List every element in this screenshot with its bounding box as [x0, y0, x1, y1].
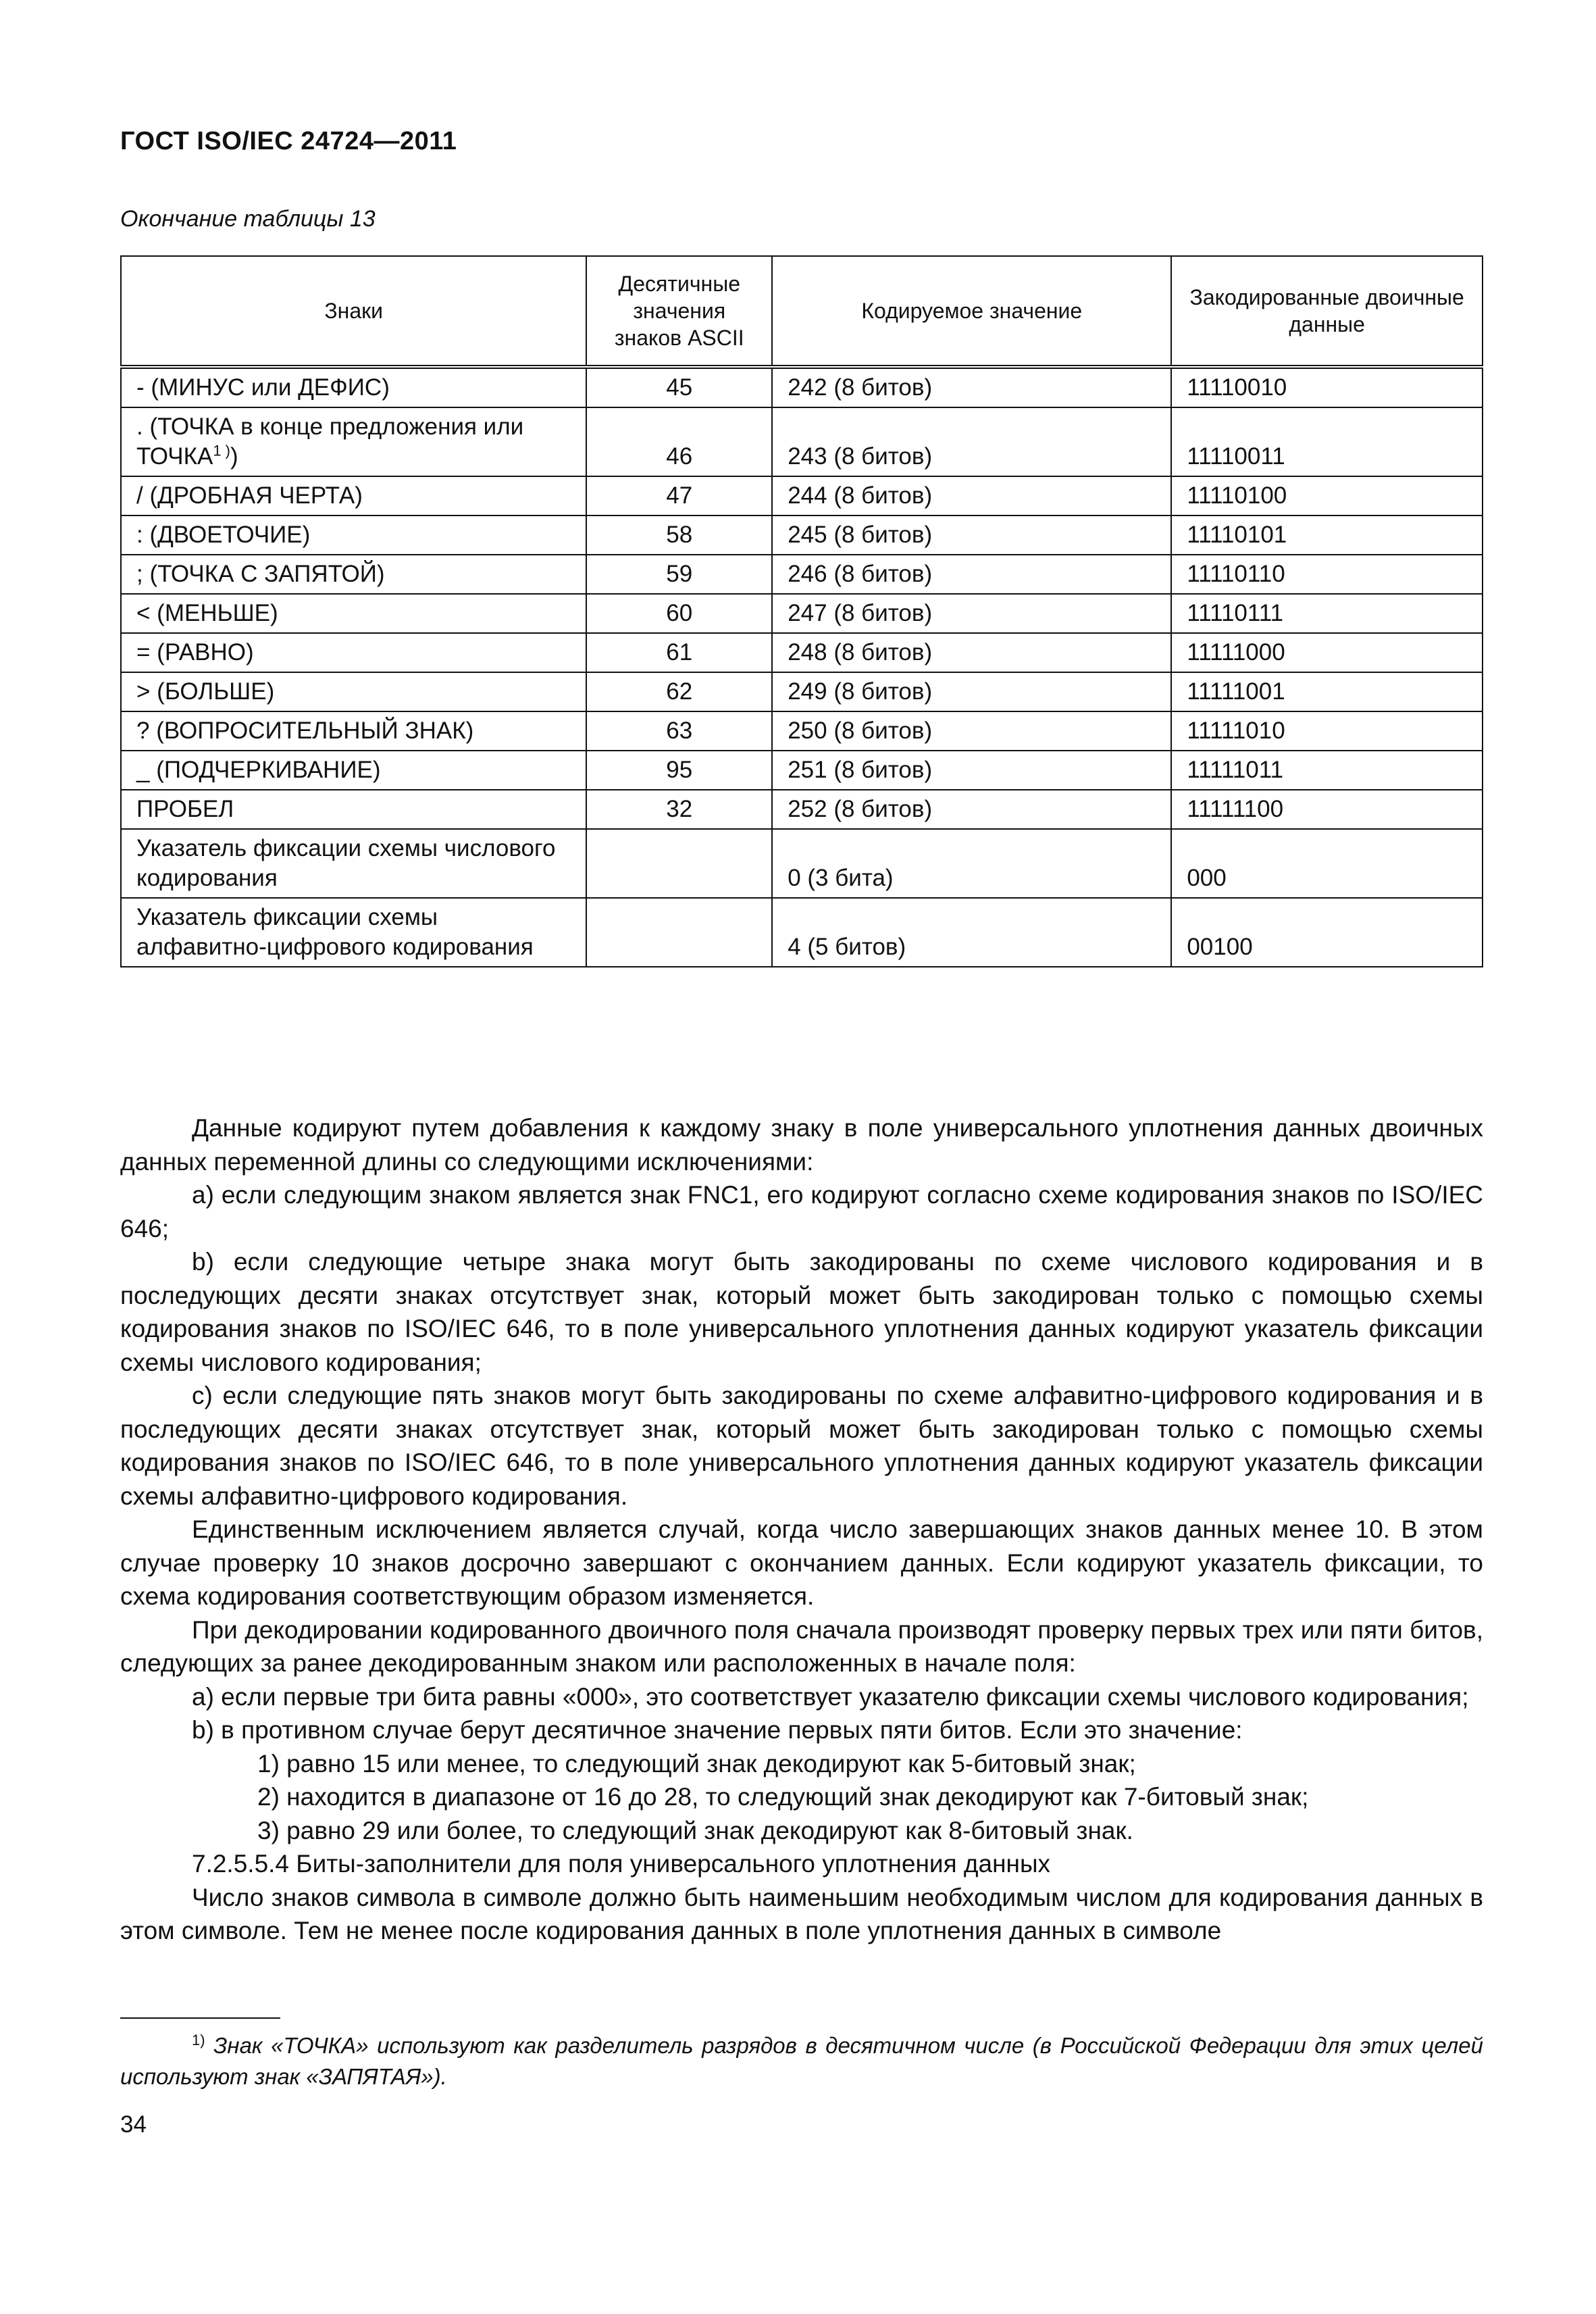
cell-sign: Указатель фиксации схемы алфавитно-цифрового кодирования	[121, 898, 586, 967]
table-header-row	[121, 256, 1483, 367]
cell-value: 4 (5 битов)	[772, 898, 1171, 967]
cell-value: 244 (8 битов)	[772, 476, 1171, 515]
column-header-encoded-value: Кодируемое значение	[772, 256, 1171, 367]
cell-sign: > (БОЛЬШЕ)	[121, 672, 586, 711]
cell-ascii: 32	[586, 790, 772, 829]
footnote-reference: 1 )	[213, 442, 231, 459]
paragraph: a) если первые три бита равны «000», это соответствует указателю фиксации схемы числового кодирования;	[192, 1682, 1469, 1711]
table-row	[121, 367, 1483, 407]
cell-binary: 11111100	[1171, 790, 1483, 829]
table-row	[121, 898, 1483, 967]
cell-sign: / (ДРОБНАЯ ЧЕРТА)	[121, 476, 586, 515]
paragraph: При декодировании кодированного двоичного поля сначала производят проверку первых трех или пяти битов, следующих за ранее декодированным знаком или расположенных в начале поля:	[120, 1615, 1483, 1677]
table-row	[121, 711, 1483, 751]
table-row	[121, 515, 1483, 555]
cell-value: 0 (3 бита)	[772, 829, 1171, 898]
cell-binary: 11110101	[1171, 515, 1483, 555]
cell-binary: 11111001	[1171, 672, 1483, 711]
paragraph: a) если следующим знаком является знак FNC1, его кодируют согласно схеме кодирования знаков по ISO/IEC 646;	[120, 1181, 1483, 1242]
footnote-text: Знак «ТОЧКА» используют как разделитель разрядов в десятичном числе (в Российской Федерации для этих целей используют знак «ЗАПЯТАЯ»).	[120, 2033, 1483, 2089]
table-row	[121, 476, 1483, 515]
cell-sign: = (РАВНО)	[121, 633, 586, 672]
table-row	[121, 672, 1483, 711]
cell-ascii: 61	[586, 633, 772, 672]
cell-sign: - (МИНУС или ДЕФИС)	[121, 367, 586, 407]
paragraph: 2) находится в диапазоне от 16 до 28, то следующий знак декодируют как 7-битовый знак;	[257, 1783, 1309, 1811]
cell-binary: 11110110	[1171, 555, 1483, 594]
cell-sign: : (ДВОЕТОЧИЕ)	[121, 515, 586, 555]
cell-ascii: 59	[586, 555, 772, 594]
cell-binary: 11110100	[1171, 476, 1483, 515]
cell-value: 242 (8 битов)	[772, 367, 1171, 407]
table-row	[121, 829, 1483, 898]
cell-binary: 11110011	[1171, 407, 1483, 476]
column-header-binary: Закодированные двоичные данные	[1171, 256, 1483, 367]
cell-binary: 000	[1171, 829, 1483, 898]
cell-binary: 11110111	[1171, 594, 1483, 633]
footnote-mark: 1)	[192, 2032, 205, 2048]
cell-value: 245 (8 битов)	[772, 515, 1171, 555]
paragraph: Единственным исключением является случай, когда число завершающих знаков данных менее 10. В этом случае проверку 10 знаков досрочно завершают с окончанием данных. Если кодируют указатель фиксации, то схема кодирования соответствующим образом изменяется.	[120, 1515, 1483, 1610]
cell-ascii: 63	[586, 711, 772, 751]
cell-value: 247 (8 битов)	[772, 594, 1171, 633]
cell-value: 246 (8 битов)	[772, 555, 1171, 594]
cell-sign-text: . (ТОЧКА в конце предложения или ТОЧКА	[136, 413, 524, 470]
cell-ascii: 62	[586, 672, 772, 711]
cell-sign: Указатель фиксации схемы числового кодирования	[121, 829, 586, 898]
cell-sign: < (МЕНЬШЕ)	[121, 594, 586, 633]
cell-value: 252 (8 битов)	[772, 790, 1171, 829]
paragraph: c) если следующие пять знаков могут быть закодированы по схеме алфавитно-цифрового кодирования и в последующих десяти знаках отсутствует знак, который может быть закодирован только с помощью схемы кодирования знаков по ISO/IEC 646, то в поле универсального уплотнения данных кодируют указатель фиксации схемы алфавитно-цифрового кодирования.	[120, 1382, 1483, 1510]
cell-sign: ПРОБЕЛ	[121, 790, 586, 829]
page-number: 34	[120, 2111, 147, 2138]
cell-value: 251 (8 битов)	[772, 751, 1171, 790]
cell-ascii: 47	[586, 476, 772, 515]
cell-value: 249 (8 битов)	[772, 672, 1171, 711]
table-row	[121, 594, 1483, 633]
cell-ascii: 95	[586, 751, 772, 790]
paragraph: b) в противном случае берут десятичное значение первых пяти битов. Если это значение:	[192, 1716, 1243, 1744]
cell-ascii: 45	[586, 367, 772, 407]
table-row	[121, 555, 1483, 594]
cell-ascii	[586, 829, 772, 898]
cell-ascii: 58	[586, 515, 772, 555]
section-heading: 7.2.5.5.4 Биты-заполнители для поля универсального уплотнения данных	[192, 1850, 1051, 1878]
table-caption: Окончание таблицы 13	[120, 206, 376, 232]
cell-ascii: 60	[586, 594, 772, 633]
paragraph: 3) равно 29 или более, то следующий знак декодируют как 8-битовый знак.	[257, 1816, 1133, 1844]
paragraph: Данные кодируют путем добавления к каждому знаку в поле универсального уплотнения данных двоичных данных переменной длины со следующими исключениями:	[120, 1114, 1483, 1176]
cell-sign: ? (ВОПРОСИТЕЛЬНЫЙ ЗНАК)	[121, 711, 586, 751]
cell-value: 250 (8 битов)	[772, 711, 1171, 751]
body-text	[120, 1111, 1483, 1948]
table-row	[121, 790, 1483, 829]
cell-binary: 11111011	[1171, 751, 1483, 790]
cell-sign: _ (ПОДЧЕРКИВАНИЕ)	[121, 751, 586, 790]
cell-binary: 11110010	[1171, 367, 1483, 407]
cell-sign	[121, 407, 586, 476]
paragraph: Число знаков символа в символе должно быть наименьшим необходимым числом для кодирования данных в этом символе. Тем не менее после кодирования данных в поле уплотнения данных в символе	[120, 1883, 1483, 1944]
cell-binary: 00100	[1171, 898, 1483, 967]
cell-sign: ; (ТОЧКА С ЗАПЯТОЙ)	[121, 555, 586, 594]
column-header-signs: Знаки	[121, 256, 586, 367]
table-row	[121, 633, 1483, 672]
cell-value: 248 (8 битов)	[772, 633, 1171, 672]
cell-binary: 11111010	[1171, 711, 1483, 751]
cell-ascii	[586, 898, 772, 967]
cell-ascii: 46	[586, 407, 772, 476]
column-header-ascii: Десятичные значения знаков ASCII	[586, 256, 772, 367]
cell-sign-tail: )	[230, 443, 238, 470]
document-header: ГОСТ ISO/IEC 24724—2011	[120, 127, 457, 155]
footnote	[120, 2030, 1483, 2092]
cell-binary: 11111000	[1171, 633, 1483, 672]
footnote-divider	[120, 2017, 280, 2019]
encoding-table	[120, 255, 1483, 967]
paragraph: b) если следующие четыре знака могут быть закодированы по схеме числового кодирования и в последующих десяти знаках отсутствует знак, который может быть закодирован только с помощью схемы кодирования знаков по ISO/IEC 646, то в поле универсального уплотнения данных кодируют указатель фиксации схемы числового кодирования;	[120, 1248, 1483, 1376]
table-row	[121, 751, 1483, 790]
cell-value: 243 (8 битов)	[772, 407, 1171, 476]
table-row	[121, 407, 1483, 476]
paragraph: 1) равно 15 или менее, то следующий знак декодируют как 5-битовый знак;	[257, 1749, 1136, 1778]
